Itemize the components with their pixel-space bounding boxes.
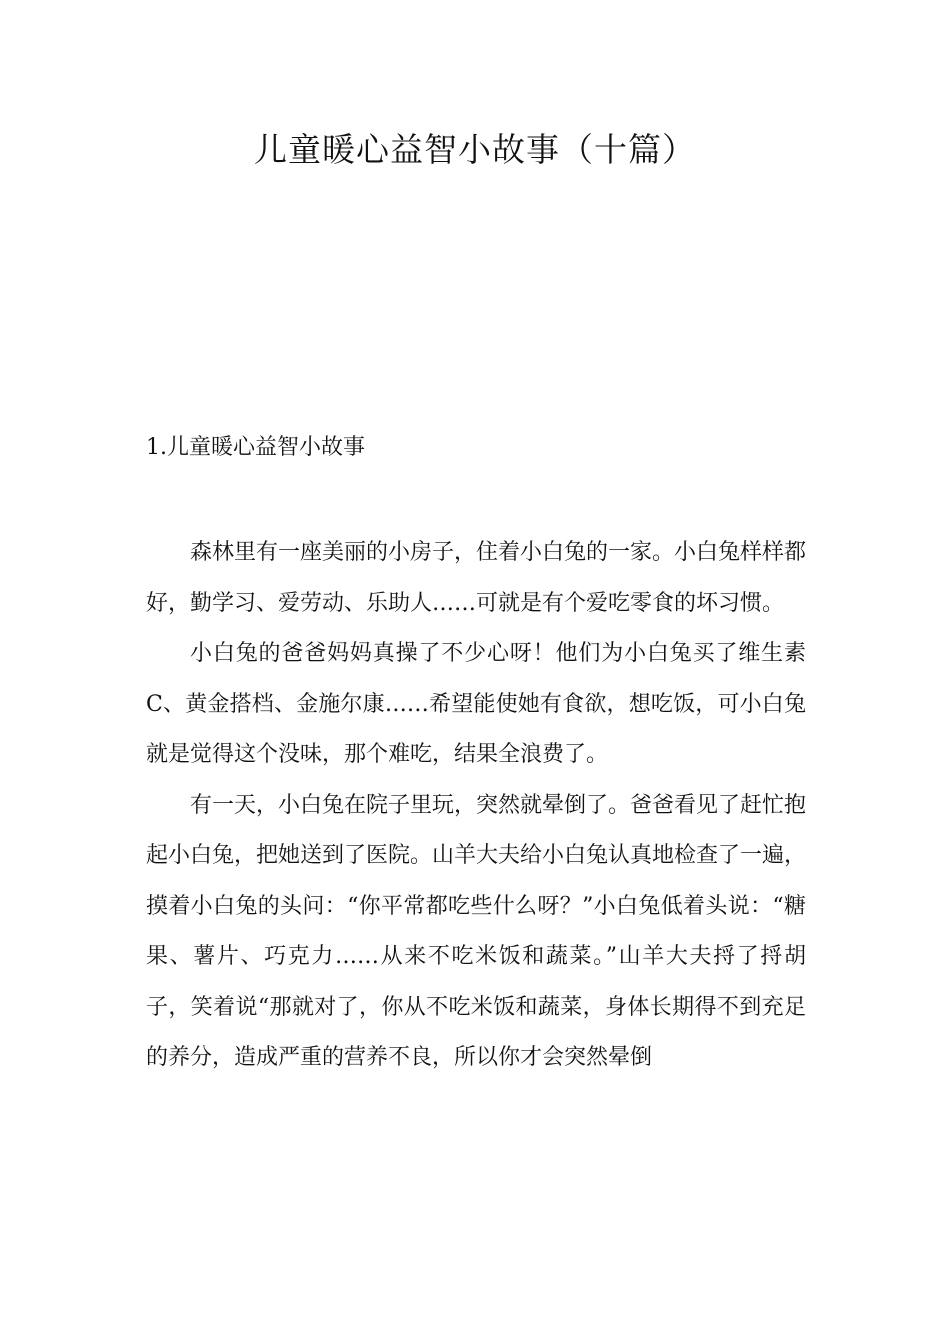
document-title: 儿童暖心益智小故事（十篇） <box>254 130 696 169</box>
paragraph: 小白兔的爸爸妈妈真操了不少心呀！他们为小白兔买了维生素C、黄金搭档、金施尔康……希望能使她有食欲，想吃饭，可小白兔就是觉得这个没味，那个难吃，结果全浪费了。 <box>146 641 806 767</box>
story-body <box>146 528 806 1084</box>
paragraph: 有一天，小白兔在院子里玩，突然就晕倒了。爸爸看见了赶忙抱起小白兔，把她送到了医院。山羊大夫给小白兔认真地检查了一遍，摸着小白兔的头问：“你平常都吃些什么呀？”小白兔低着头说：“糖果、薯片、巧克力……从来不吃米饭和蔬菜。”山羊大夫捋了捋胡子，笑着说“那就对了，你从不吃米饭和蔬菜，身体长期得不到充足的养分，造成严重的营养不良，所以你才会突然晕倒 <box>146 792 807 1070</box>
section-heading: 1.儿童暖心益智小故事 <box>146 435 365 460</box>
paragraph: 森林里有一座美丽的小房子，住着小白兔的一家。小白兔样样都好，勤学习、爱劳动、乐助人……可就是有个爱吃零食的坏习惯。 <box>146 540 807 616</box>
